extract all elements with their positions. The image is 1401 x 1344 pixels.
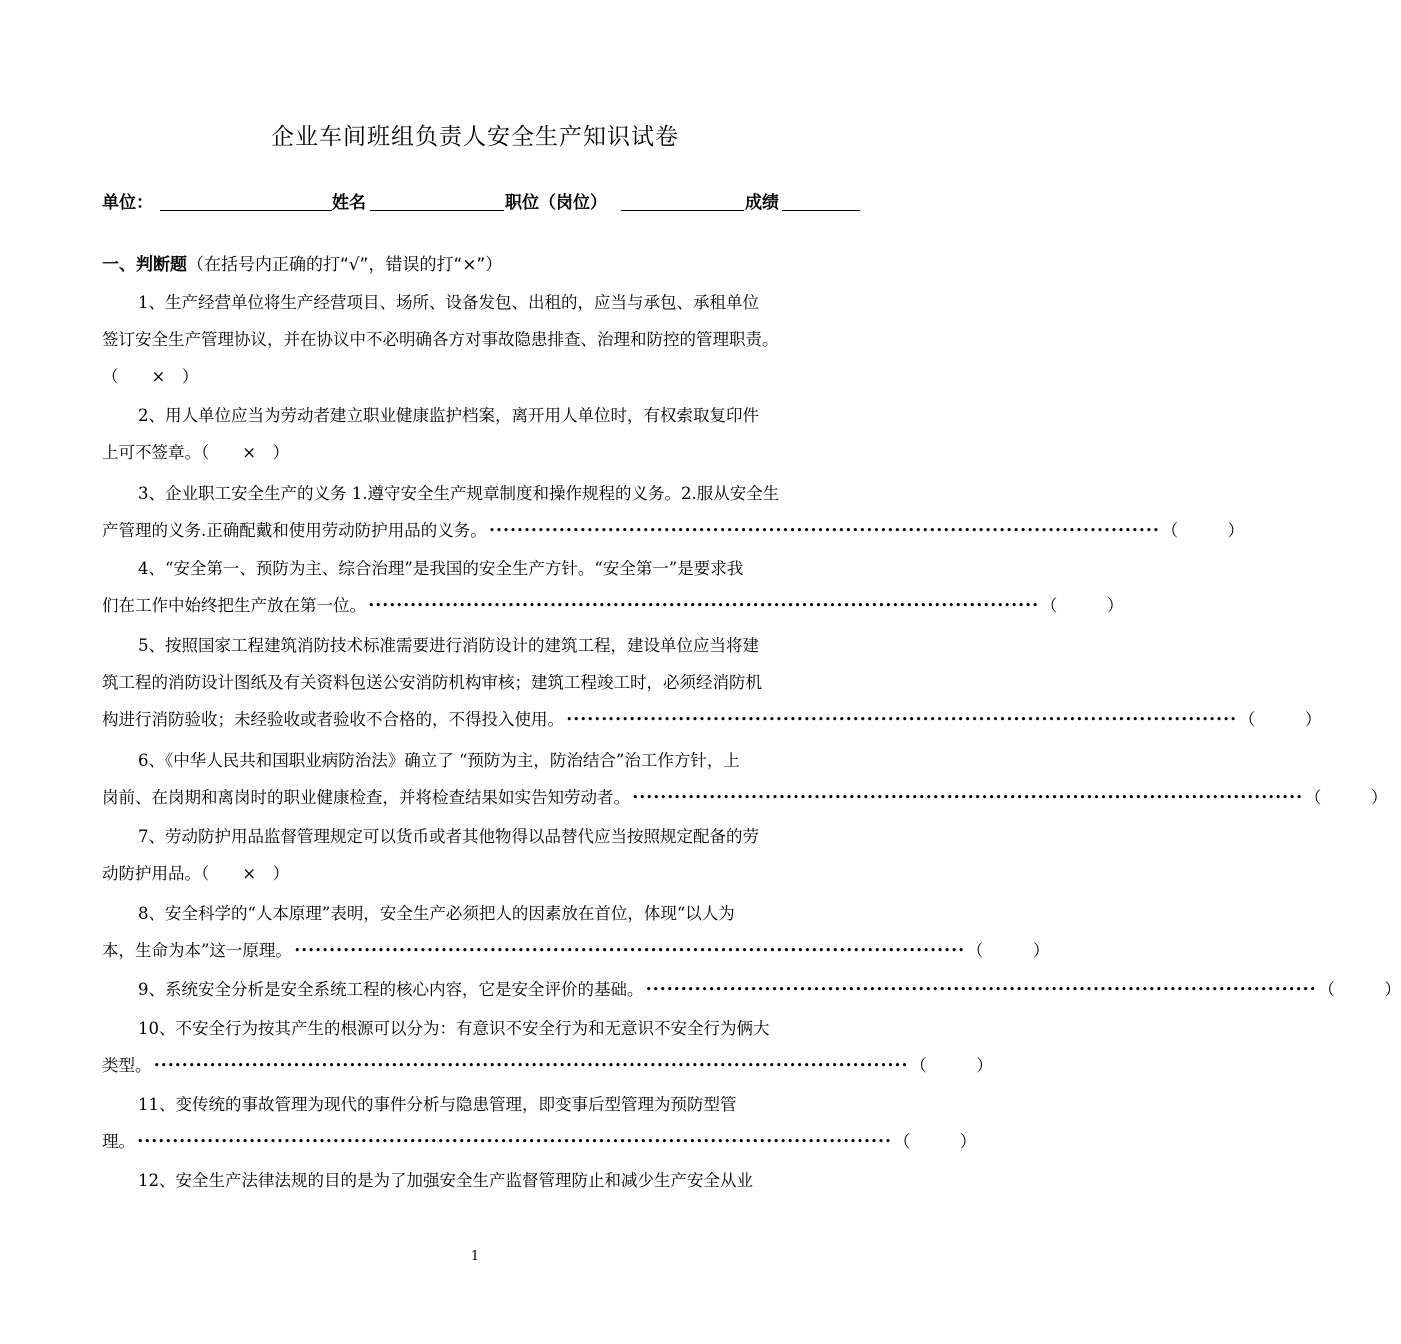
question-2 — [102, 397, 860, 471]
question-text: 本，生命为本”这一原理。 — [102, 941, 292, 960]
question-line: 动防护用品。（ × ） — [102, 864, 290, 883]
position-blank — [621, 210, 744, 211]
score-label: 成绩 — [745, 193, 779, 213]
section-instruction: （在括号内正确的打“√”，错误的打“×”） — [187, 255, 503, 275]
question-line: 2、用人单位应当为劳动者建立职业健康监护档案，离开用人单位时，有权索取复印件 — [138, 406, 759, 425]
answer-bracket: （ ） — [910, 1056, 993, 1075]
dot-leader: •••••••••••••••••••••••••••••••••••••••••••••••••••••••••••••••••••••••••••••••••••••••••••••••• — [566, 713, 1237, 726]
question-text: 理。 — [102, 1132, 135, 1151]
question-7 — [102, 818, 860, 892]
question-line: 8、安全科学的“人本原理”表明，安全生产必须把人的因素放在首位，体现“以人为 — [138, 904, 735, 923]
answer-bracket: （ ） — [966, 941, 1050, 960]
question-5 — [102, 627, 1322, 738]
question-line — [102, 512, 1245, 549]
score-blank — [782, 210, 860, 211]
dot-leader: •••••••••••••••••••••••••••••••••••••••••••••••••••••••••••••••••••••••••••••••••••••••••••••••• — [632, 791, 1303, 804]
question-9 — [102, 971, 1401, 1008]
question-6 — [102, 742, 1388, 816]
question-line — [102, 779, 1388, 816]
question-8 — [102, 895, 1050, 969]
question-line: 筑工程的消防设计图纸及有关资料包送公安消防机构审核；建筑工程竣工时，必须经消防机 — [102, 673, 762, 692]
question-text: 构进行消防验收；未经验收或者验收不合格的，不得投入使用。 — [102, 710, 564, 729]
answer-bracket: （ ） — [1040, 596, 1124, 615]
question-line: 4、“安全第一、预防为主、综合治理”是我国的安全生产方针。“安全第一”是要求我 — [138, 559, 744, 578]
page-number: 1 — [470, 1249, 480, 1264]
question-line: 签订安全生产管理协议，并在协议中不必明确各方对事故隐患排查、治理和防控的管理职责。 — [102, 330, 779, 349]
question-line — [102, 932, 1050, 969]
unit-blank — [160, 210, 332, 211]
answer-bracket: （ ） — [893, 1132, 977, 1151]
question-line: 6、《中华人民共和国职业病防治法》确立了 “预防为主，防治结合”治工作方针，上 — [138, 751, 740, 770]
question-10 — [102, 1010, 993, 1084]
question-text: 们在工作中始终把生产放在第一位。 — [102, 596, 366, 615]
question-line: 3、企业职工安全生产的义务 1.遵守安全生产规章制度和操作规程的义务。2.服从安全生 — [138, 484, 780, 503]
answer-bracket: （ ） — [1304, 788, 1388, 807]
question-line: 5、按照国家工程建筑消防技术标准需要进行消防设计的建筑工程，建设单位应当将建 — [138, 636, 759, 655]
name-blank — [370, 210, 504, 211]
answer-bracket: （ ） — [1318, 980, 1401, 999]
question-line: 1、生产经营单位将生产经营项目、场所、设备发包、出租的，应当与承包、承租单位 — [138, 293, 759, 312]
question-text: 岗前、在岗期和离岗时的职业健康检查，并将检查结果如实告知劳动者。 — [102, 788, 630, 807]
question-line — [102, 587, 1124, 624]
dot-leader: •••••••••••••••••••••••••••••••••••••••••••••••••••••••••••••••••••••••••••••••••••••••••••••••• — [488, 524, 1160, 537]
position-label: 职位（岗位） — [505, 193, 607, 213]
section-heading — [102, 250, 502, 275]
question-text: 9、系统安全分析是安全系统工程的核心内容，它是安全评价的基础。 — [138, 980, 644, 999]
dot-leader: •••••••••••••••••••••••••••••••••••••••••••••••••••••••••••••••••••••••••••••••••••••••••••••••• — [368, 599, 1039, 612]
question-line: 10、不安全行为按其产生的根源可以分为：有意识不安全行为和无意识不安全行为俩大 — [138, 1019, 770, 1038]
question-line — [102, 1047, 993, 1084]
answer-bracket: （ ） — [1161, 521, 1245, 540]
question-line: 12、安全生产法律法规的目的是为了加强安全生产监督管理防止和减少生产安全从业 — [138, 1171, 753, 1190]
question-text: 产管理的义务.正确配戴和使用劳动防护用品的义务。 — [102, 521, 487, 540]
dot-leader: •••••••••••••••••••••••••••••••••••••••••••••••••••••••••••••••••••••••••••••••••••••••••••••••• — [293, 944, 965, 957]
question-line: 7、劳动防护用品监督管理规定可以货币或者其他物得以品替代应当按照规定配备的劳 — [138, 827, 759, 846]
answer-bracket: （ ） — [1238, 710, 1322, 729]
question-text: 类型。 — [102, 1056, 152, 1075]
dot-leader: •••••••••••••••••••••••••••••••••••••••••••••••••••••••••••••••••••••••••••••••••••••••••••••••••••••••••••• — [153, 1059, 909, 1072]
dot-leader: •••••••••••••••••••••••••••••••••••••••••••••••••••••••••••••••••••••••••••••••••••••••••••••••• — [645, 983, 1317, 996]
question-answer: （ × ） — [102, 367, 199, 386]
dot-leader: •••••••••••••••••••••••••••••••••••••••••••••••••••••••••••••••••••••••••••••••••••••••••••••••••••••••••••• — [137, 1135, 892, 1148]
question-11 — [102, 1086, 977, 1160]
question-4 — [102, 550, 1124, 624]
info-row — [102, 188, 860, 214]
question-3 — [102, 475, 1245, 549]
page-title: 企业车间班组负责人安全生产知识试卷 — [271, 124, 679, 150]
section-title: 一、判断题 — [102, 255, 187, 275]
question-line — [102, 701, 1322, 738]
question-line — [102, 971, 1401, 1008]
question-1 — [102, 284, 860, 395]
question-line: 上可不签章。（ × ） — [102, 443, 290, 462]
question-line — [102, 1123, 977, 1160]
question-12 — [102, 1162, 860, 1199]
unit-label: 单位： — [102, 193, 153, 213]
name-label: 姓名 — [332, 193, 366, 213]
question-line: 11、变传统的事故管理为现代的事件分析与隐患管理，即变事后型管理为预防型管 — [138, 1095, 737, 1114]
